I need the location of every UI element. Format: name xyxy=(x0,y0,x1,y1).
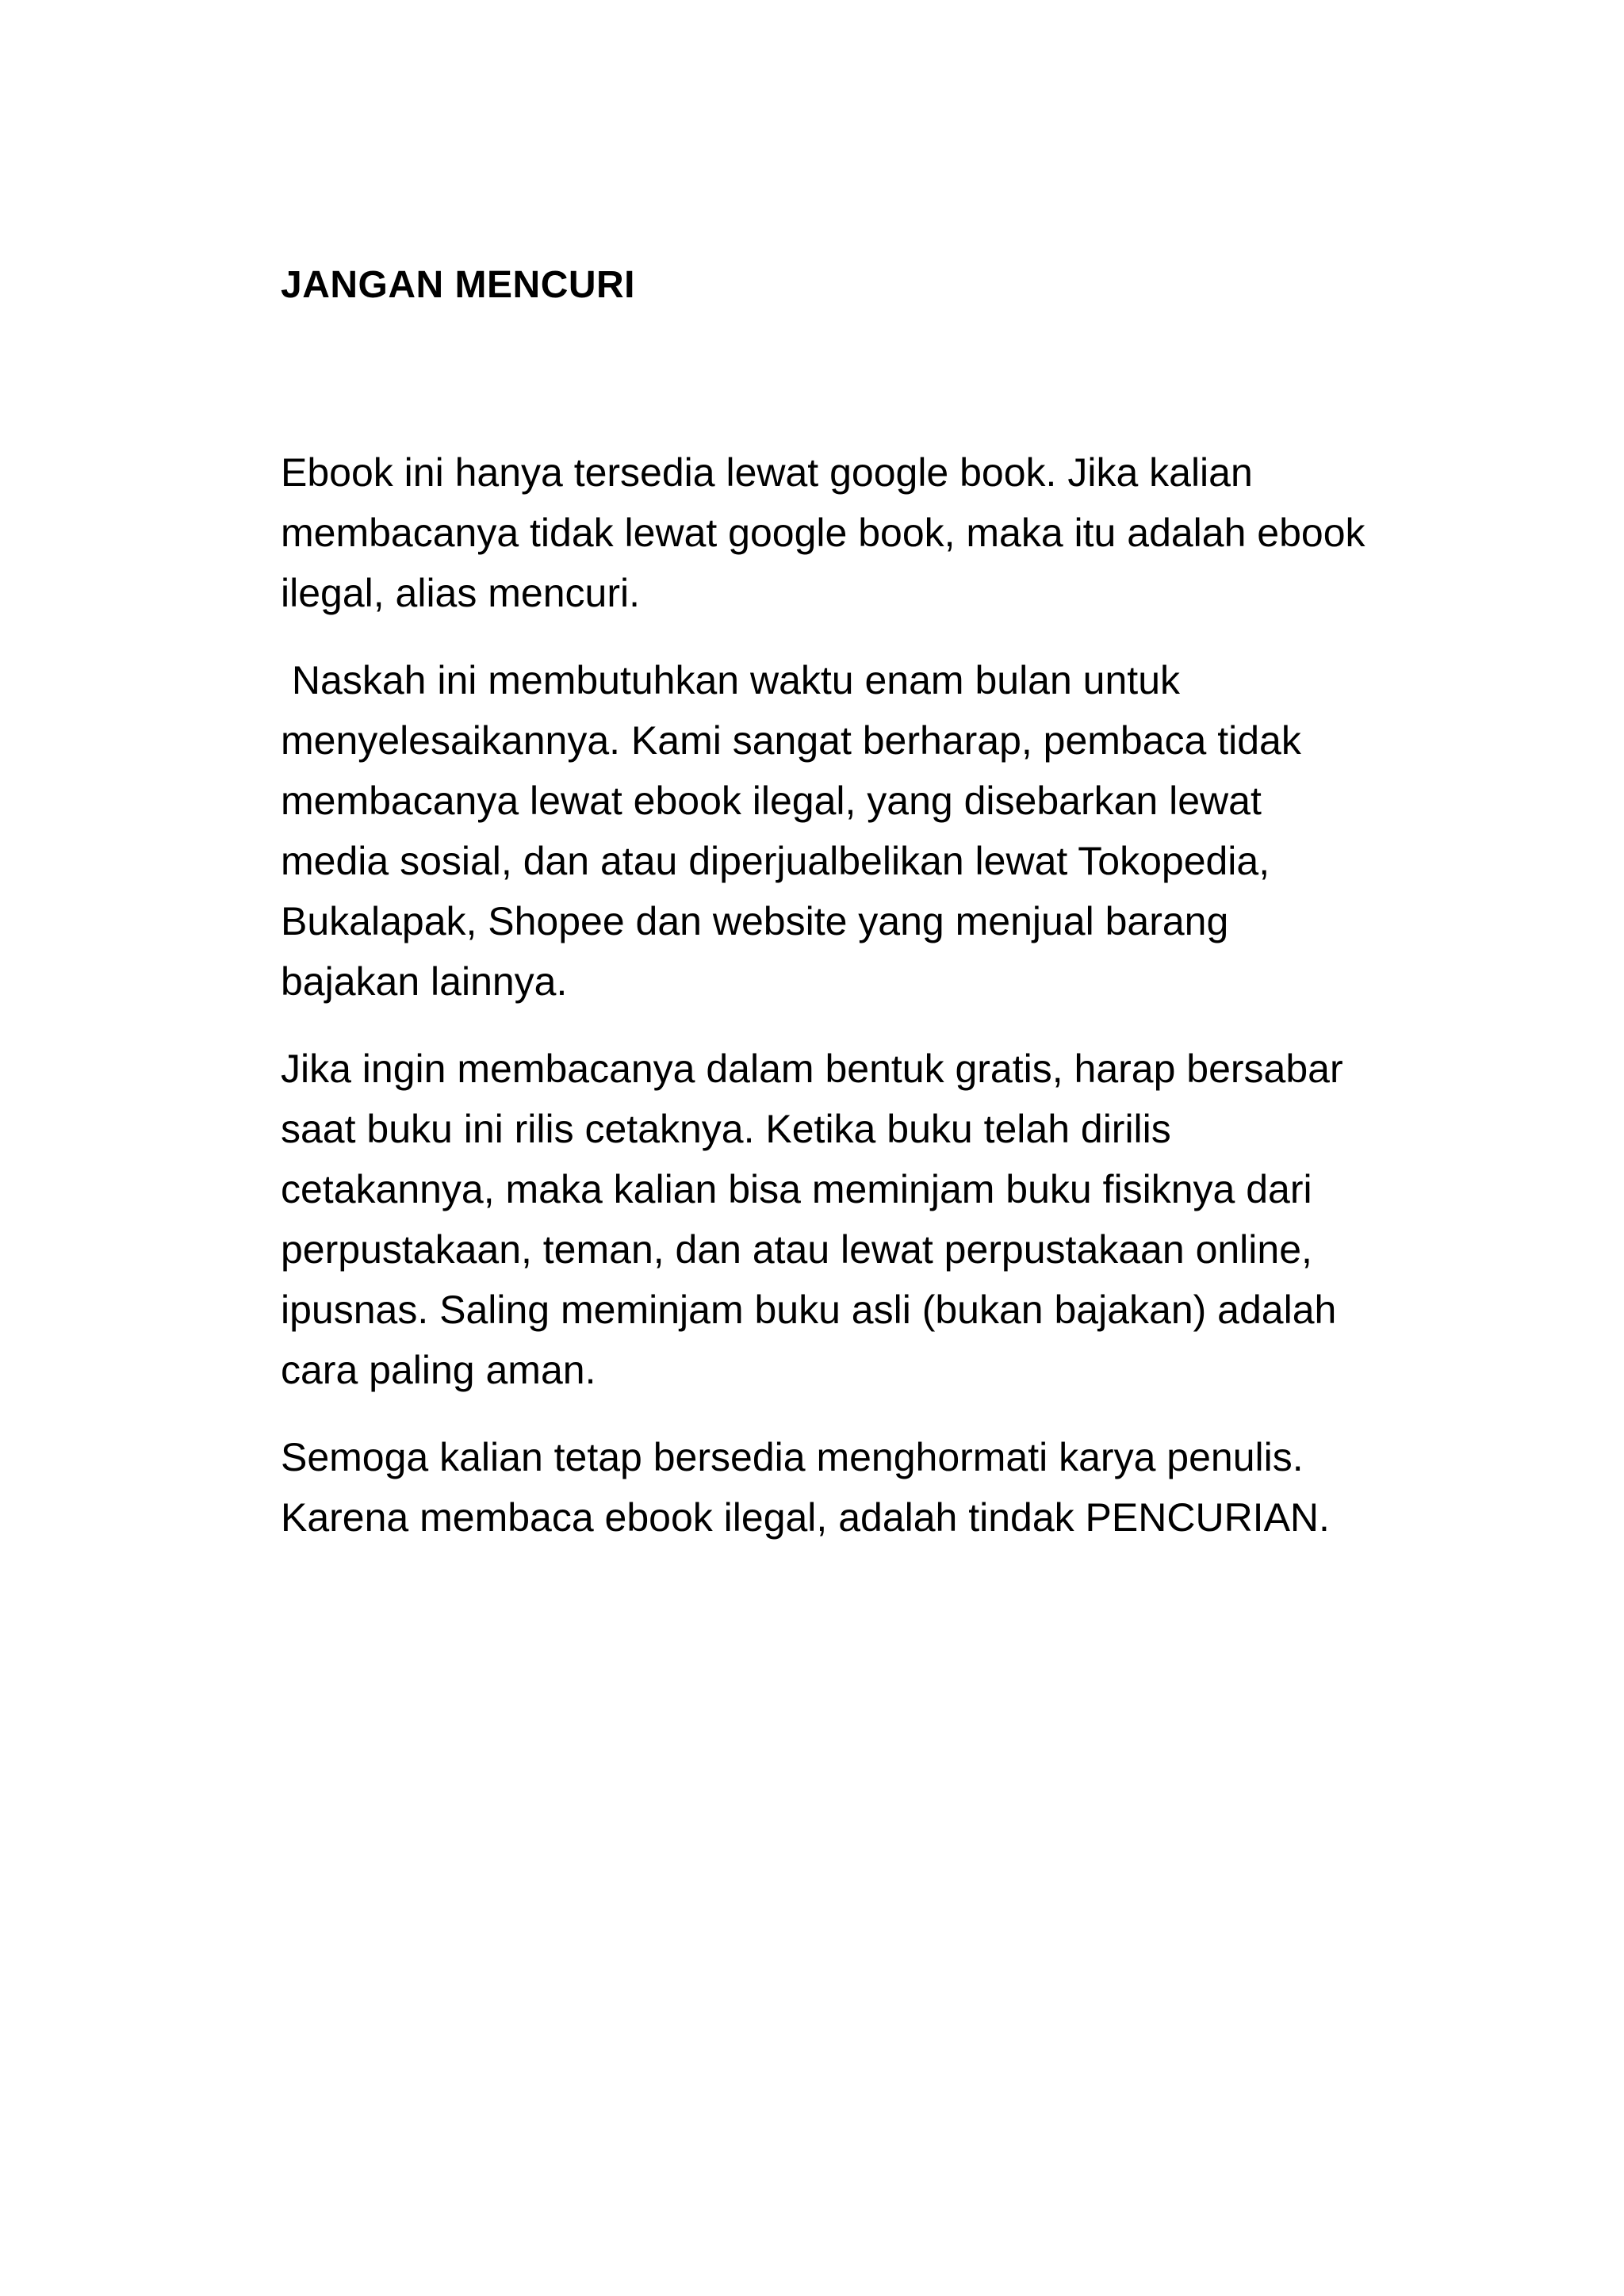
document-title: JANGAN MENCURI xyxy=(281,264,636,306)
paragraph-free-reading-options: Jika ingin membacanya dalam bentuk gratis, harap bersabar saat buku ini rilis cetaknya. Ketika buku telah dirilis cetakannya, maka kalian bisa meminjam buku fisiknya dari perpustakaan, teman, dan atau lewat perpustakaan online, ipusnas. Saling meminjam buku asli (bukan bajakan) adalah cara paling aman. xyxy=(281,1047,1354,1392)
paragraph-writing-effort: Naskah ini membutuhkan waktu enam bulan untuk menyelesaikannya. Kami sangat berharap, pembaca tidak membacanya lewat ebook ilegal, yang disebarkan lewat media sosial, dan atau diperjualbelikan lewat Tokopedia, Bukalapak, Shopee dan website yang menjual barang bajakan lainnya. xyxy=(281,658,1312,1004)
paragraph-availability-notice: Ebook ini hanya tersedia lewat google book. Jika kalian membacanya tidak lewat google book, maka itu adalah ebook ilegal, alias mencuri. xyxy=(281,450,1377,615)
document-body xyxy=(281,442,1377,1548)
document-content xyxy=(281,252,1377,1575)
paragraph-closing-warning: Semoga kalian tetap bersedia menghormati karya penulis. Karena membaca ebook ilegal, adalah tindak PENCURIAN. xyxy=(281,1435,1330,1540)
